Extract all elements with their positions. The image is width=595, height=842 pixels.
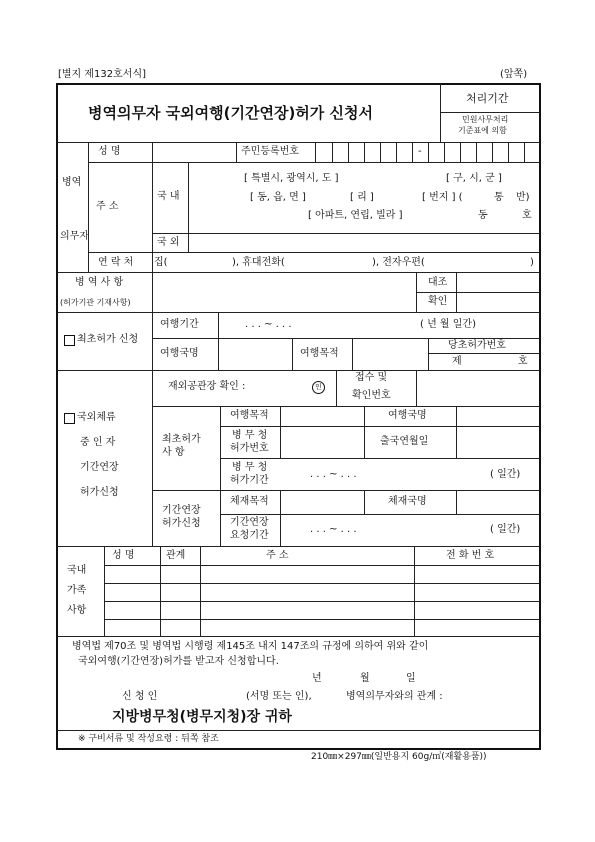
date-month: 월 [360,673,370,684]
declaration-line-1: 병역법 제70조 및 병역법 시행령 제145조 내지 147조의 규정에 의하여 위와 같이 [72,641,429,652]
relation-label: 병역의무자와의 관계 : [346,691,443,702]
date-day: 일 [406,673,416,684]
departure-date-label: 출국연월일 [380,436,429,447]
attachments-note: ※ 구비서류 및 작성요령 : 뒤쪽 참조 [78,734,219,744]
travel-country-label: 여행국명 [160,348,199,359]
addr-town: [ 동, 읍, 면 ] [250,192,306,203]
receipt-label-1: 접수 및 [355,372,388,383]
ext-period-label-2: 요청기간 [230,530,269,541]
address-label: 주 소 [96,201,119,212]
sign-or-seal-label: (서명 또는 인), [246,691,312,702]
family-col-address: 주 소 [266,550,289,561]
ext-period-dates: . . . ~ . . . [310,524,357,535]
frame-right [539,83,541,749]
first-travel-purpose-input[interactable] [282,408,362,422]
travel-period-label: 여행기간 [160,319,199,330]
prior-permit-no-label: 당초허가번호 [448,340,506,351]
first-permit-label: 최초허가 신청 [77,334,139,345]
applicant-sign-label: 신 청 인 [122,691,158,702]
applicant-side-label-1: 병역 [62,177,82,188]
military-record-field[interactable] [154,274,414,310]
family-table-rows[interactable] [106,567,538,634]
addr-village: [ 리 ] [350,192,374,203]
ext-period-input[interactable] [282,516,538,544]
extension-label-3: 기간연장 [80,462,119,473]
prior-permit-suffix: 호 [518,356,528,367]
processing-period-label: 처리기간 [466,92,509,105]
verify-label: 대조 [428,277,448,288]
seal-icon: 인 [312,381,325,394]
applicant-sign-input[interactable] [172,690,242,704]
contact-home-label: 집( [154,257,168,268]
travel-period-days: ( 년 월 일간) [420,319,476,330]
addr-building: 동 [478,210,488,221]
page-side-label: (앞쪽) [500,69,528,80]
paper-spec: 210㎜×297㎜(일반용지 60g/㎡(재활용품)) [311,752,487,762]
processing-note-1: 민원사무처리 [462,115,509,124]
extension-label-4: 허가신청 [80,487,119,498]
first-permit-period-label-1: 병 무 청 [232,462,268,473]
stay-country-label: 체재국명 [388,496,427,507]
stay-country-input[interactable] [458,492,538,512]
domestic-label: 국 내 [157,191,180,202]
first-travel-purpose-label: 여행목적 [230,410,269,421]
processing-note-2: 기준표에 의함 [458,126,507,135]
family-label-2: 가족 [67,585,87,596]
first-permit-no-label-2: 허가번호 [230,443,269,454]
stay-purpose-label: 체재목적 [230,496,269,507]
addr-tong: 통 [494,192,504,203]
email-input[interactable] [436,255,528,269]
family-col-name: 성 명 [112,550,135,561]
travel-period-dates: . . . ~ . . . [245,319,292,330]
travel-period-input[interactable] [220,314,538,336]
addr-apartment: [ 아파트, 연립, 빌라 ] [308,210,403,221]
first-permit-period-input[interactable] [282,460,538,488]
frame-left [56,83,58,749]
confirm-label: 확인 [428,296,448,307]
first-permit-no-input[interactable] [282,428,362,456]
family-col-phone: 전 화 번 호 [446,550,495,561]
form-title: 병역의무자 국외여행(기간연장)허가 신청서 [88,104,373,122]
name-field[interactable] [154,144,234,160]
foreign-label: 국 외 [157,237,180,248]
rrn-label: 주민등록번호 [241,146,299,157]
addr-ban: 반) [516,192,530,203]
stay-purpose-input[interactable] [282,492,362,512]
prior-permit-no-input[interactable] [464,355,516,368]
ext-period-days: ( 일간) [490,524,521,535]
travel-purpose-label: 여행목적 [300,348,339,359]
military-record-sublabel: (허가기관 기재사항) [60,298,131,307]
name-label: 성 명 [98,146,121,157]
first-travel-country-input[interactable] [458,408,538,422]
travel-purpose-input[interactable] [354,340,426,368]
frame-bottom [56,748,541,750]
family-label-1: 국내 [67,565,87,576]
first-permit-period-days: ( 일간) [490,469,521,480]
first-permit-no-label-1: 병 무 청 [232,430,268,441]
first-travel-country-label: 여행국명 [388,410,427,421]
date-year: 년 [312,673,322,684]
family-label-3: 사항 [67,605,87,616]
extension-checkbox[interactable] [64,413,75,424]
departure-date-input[interactable] [458,428,538,456]
extension-label-1: 국외체류 [77,412,116,423]
extension-label-2: 중 인 자 [80,437,116,448]
applicant-side-label-2: 의무자 [60,231,89,242]
addr-district: [ 구, 시, 군 ] [446,173,502,184]
receipt-label-2: 확인번호 [352,390,391,401]
ext-items-label-1: 기간연장 [162,505,201,516]
first-items-label-2: 사 항 [162,447,185,458]
prior-permit-prefix: 제 [452,356,462,367]
contact-label: 연 락 처 [98,257,134,268]
military-record-label: 병 역 사 항 [75,277,124,288]
home-phone-input[interactable] [166,255,230,269]
addr-province: [ 특별시, 광역시, 도 ] [244,173,339,184]
mobile-phone-input[interactable] [296,255,370,269]
first-permit-period-label-2: 허가기간 [230,475,269,486]
first-items-label-1: 최초허가 [162,434,201,445]
contact-end: ) [530,257,534,268]
first-permit-period-dates: . . . ~ . . . [310,469,357,480]
declaration-line-2: 국외여행(기간연장)허가를 받고자 신청합니다. [78,656,279,667]
frame-top [56,83,541,85]
addr-lot: [ 번지 ] ( [422,192,463,203]
contact-email-label: ), 전자우편( [372,257,425,268]
contact-mobile-label: ), 휴대전화( [232,257,285,268]
travel-country-input[interactable] [220,340,290,368]
first-permit-checkbox[interactable] [64,335,75,346]
addr-unit: 호 [522,210,532,221]
form-number: [별지 제132호서식] [58,69,147,80]
rrn-dash: - [418,146,422,157]
ext-items-label-2: 허가신청 [162,518,201,529]
ext-period-label-1: 기간연장 [230,517,269,528]
foreign-address-field[interactable] [190,235,538,251]
family-col-relation: 관계 [166,550,186,561]
receipt-number-input[interactable] [418,372,538,404]
consul-confirm-label: 재외공관장 확인 : [168,381,246,392]
recipient-office: 지방병무청(병무지청)장 귀하 [112,709,292,725]
